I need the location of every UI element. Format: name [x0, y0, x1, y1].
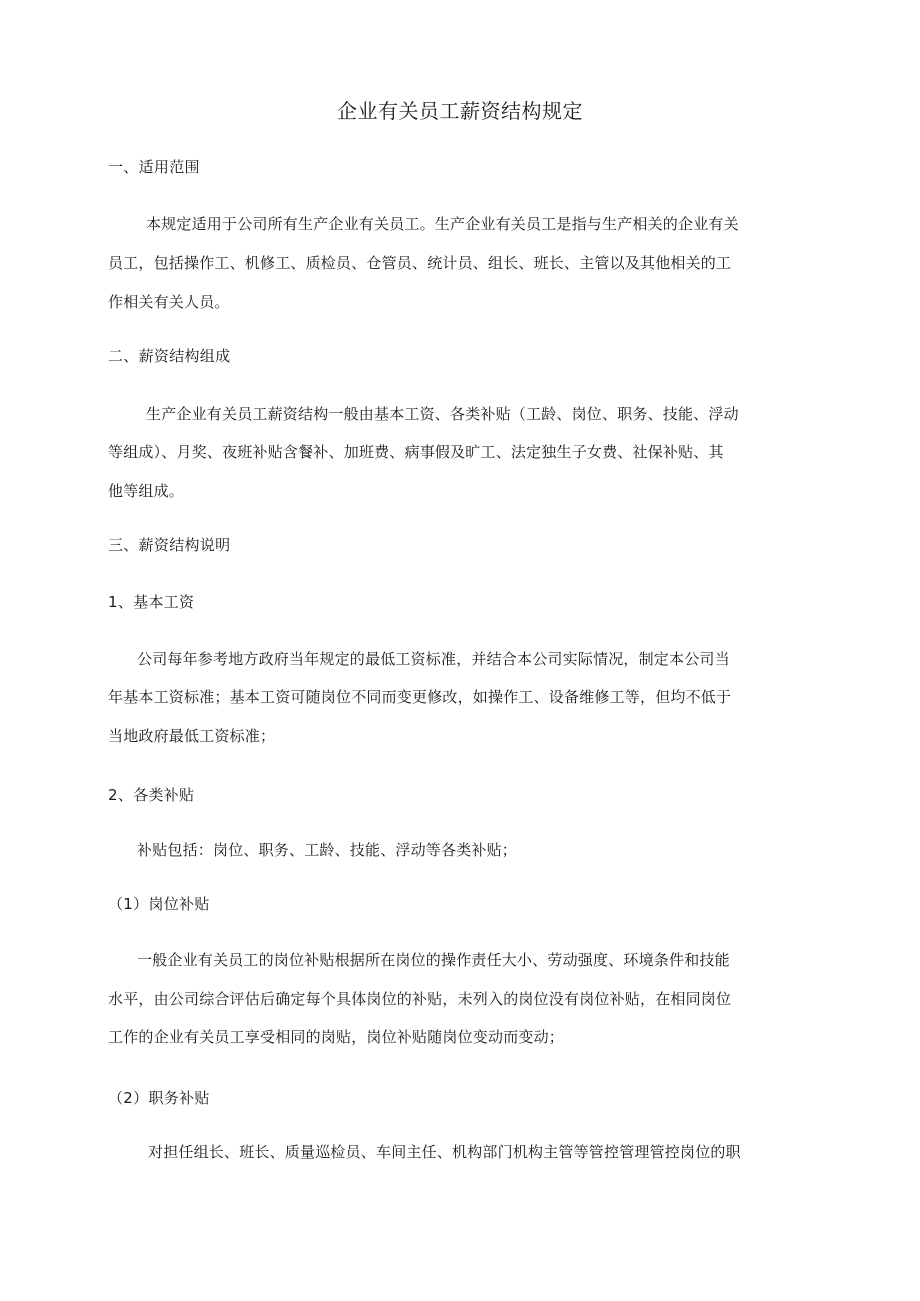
base-salary-paragraph-line: 当地政府最低工资标准； [108, 727, 276, 745]
position-allowance-paragraph-line: 一般企业有关员工的岗位补贴根据所在岗位的操作责任大小、劳动强度、环境条件和技能 [137, 951, 730, 969]
base-salary-paragraph-line: 公司每年参考地方政府当年规定的最低工资标准，并结合本公司实际情况，制定本公司当 [137, 650, 730, 668]
subsection-heading-base-salary: 1、基本工资 [108, 593, 195, 611]
scope-paragraph-line: 本规定适用于公司所有生产企业有关员工。生产企业有关员工是指与生产相关的企业有关 [146, 215, 739, 233]
section-heading-explanation: 三、薪资结构说明 [108, 536, 231, 554]
position-allowance-paragraph-line: 工作的企业有关员工享受相同的岗贴，岗位补贴随岗位变动而变动； [108, 1028, 565, 1046]
composition-paragraph-line: 他等组成。 [108, 482, 185, 500]
duty-allowance-paragraph-line: 对担任组长、班长、质量巡检员、车间主任、机构部门机构主管等管控管理管控岗位的职 [148, 1143, 741, 1161]
composition-paragraph-line: 等组成）、月奖、夜班补贴含餐补、加班费、病事假及旷工、法定独生子女费、社保补贴、其 [108, 443, 724, 461]
position-allowance-paragraph-line: 水平，由公司综合评估后确定每个具体岗位的补贴，未列入的岗位没有岗位补贴，在相同岗位 [108, 990, 732, 1008]
section-heading-composition: 二、薪资结构组成 [108, 347, 231, 365]
subsection-heading-position-allowance: （1）岗位补贴 [108, 895, 210, 913]
subsection-heading-allowances: 2、各类补贴 [108, 786, 195, 804]
document-title: 企业有关员工薪资结构规定 [337, 99, 583, 123]
section-heading-scope: 一、适用范围 [108, 158, 200, 176]
scope-paragraph-line: 作相关有关人员。 [108, 293, 230, 311]
subsection-heading-duty-allowance: （2）职务补贴 [108, 1089, 210, 1107]
composition-paragraph-line: 生产企业有关员工薪资结构一般由基本工资、各类补贴（工龄、岗位、职务、技能、浮动 [146, 405, 739, 423]
scope-paragraph-line: 员工，包括操作工、机修工、质检员、仓管员、统计员、组长、班长、主管以及其他相关的工 [108, 254, 732, 272]
allowances-paragraph: 补贴包括：岗位、职务、工龄、技能、浮动等各类补贴； [137, 841, 518, 859]
base-salary-paragraph-line: 年基本工资标准；基本工资可随岗位不同而变更修改，如操作工、设备维修工等，但均不低于 [108, 688, 732, 706]
